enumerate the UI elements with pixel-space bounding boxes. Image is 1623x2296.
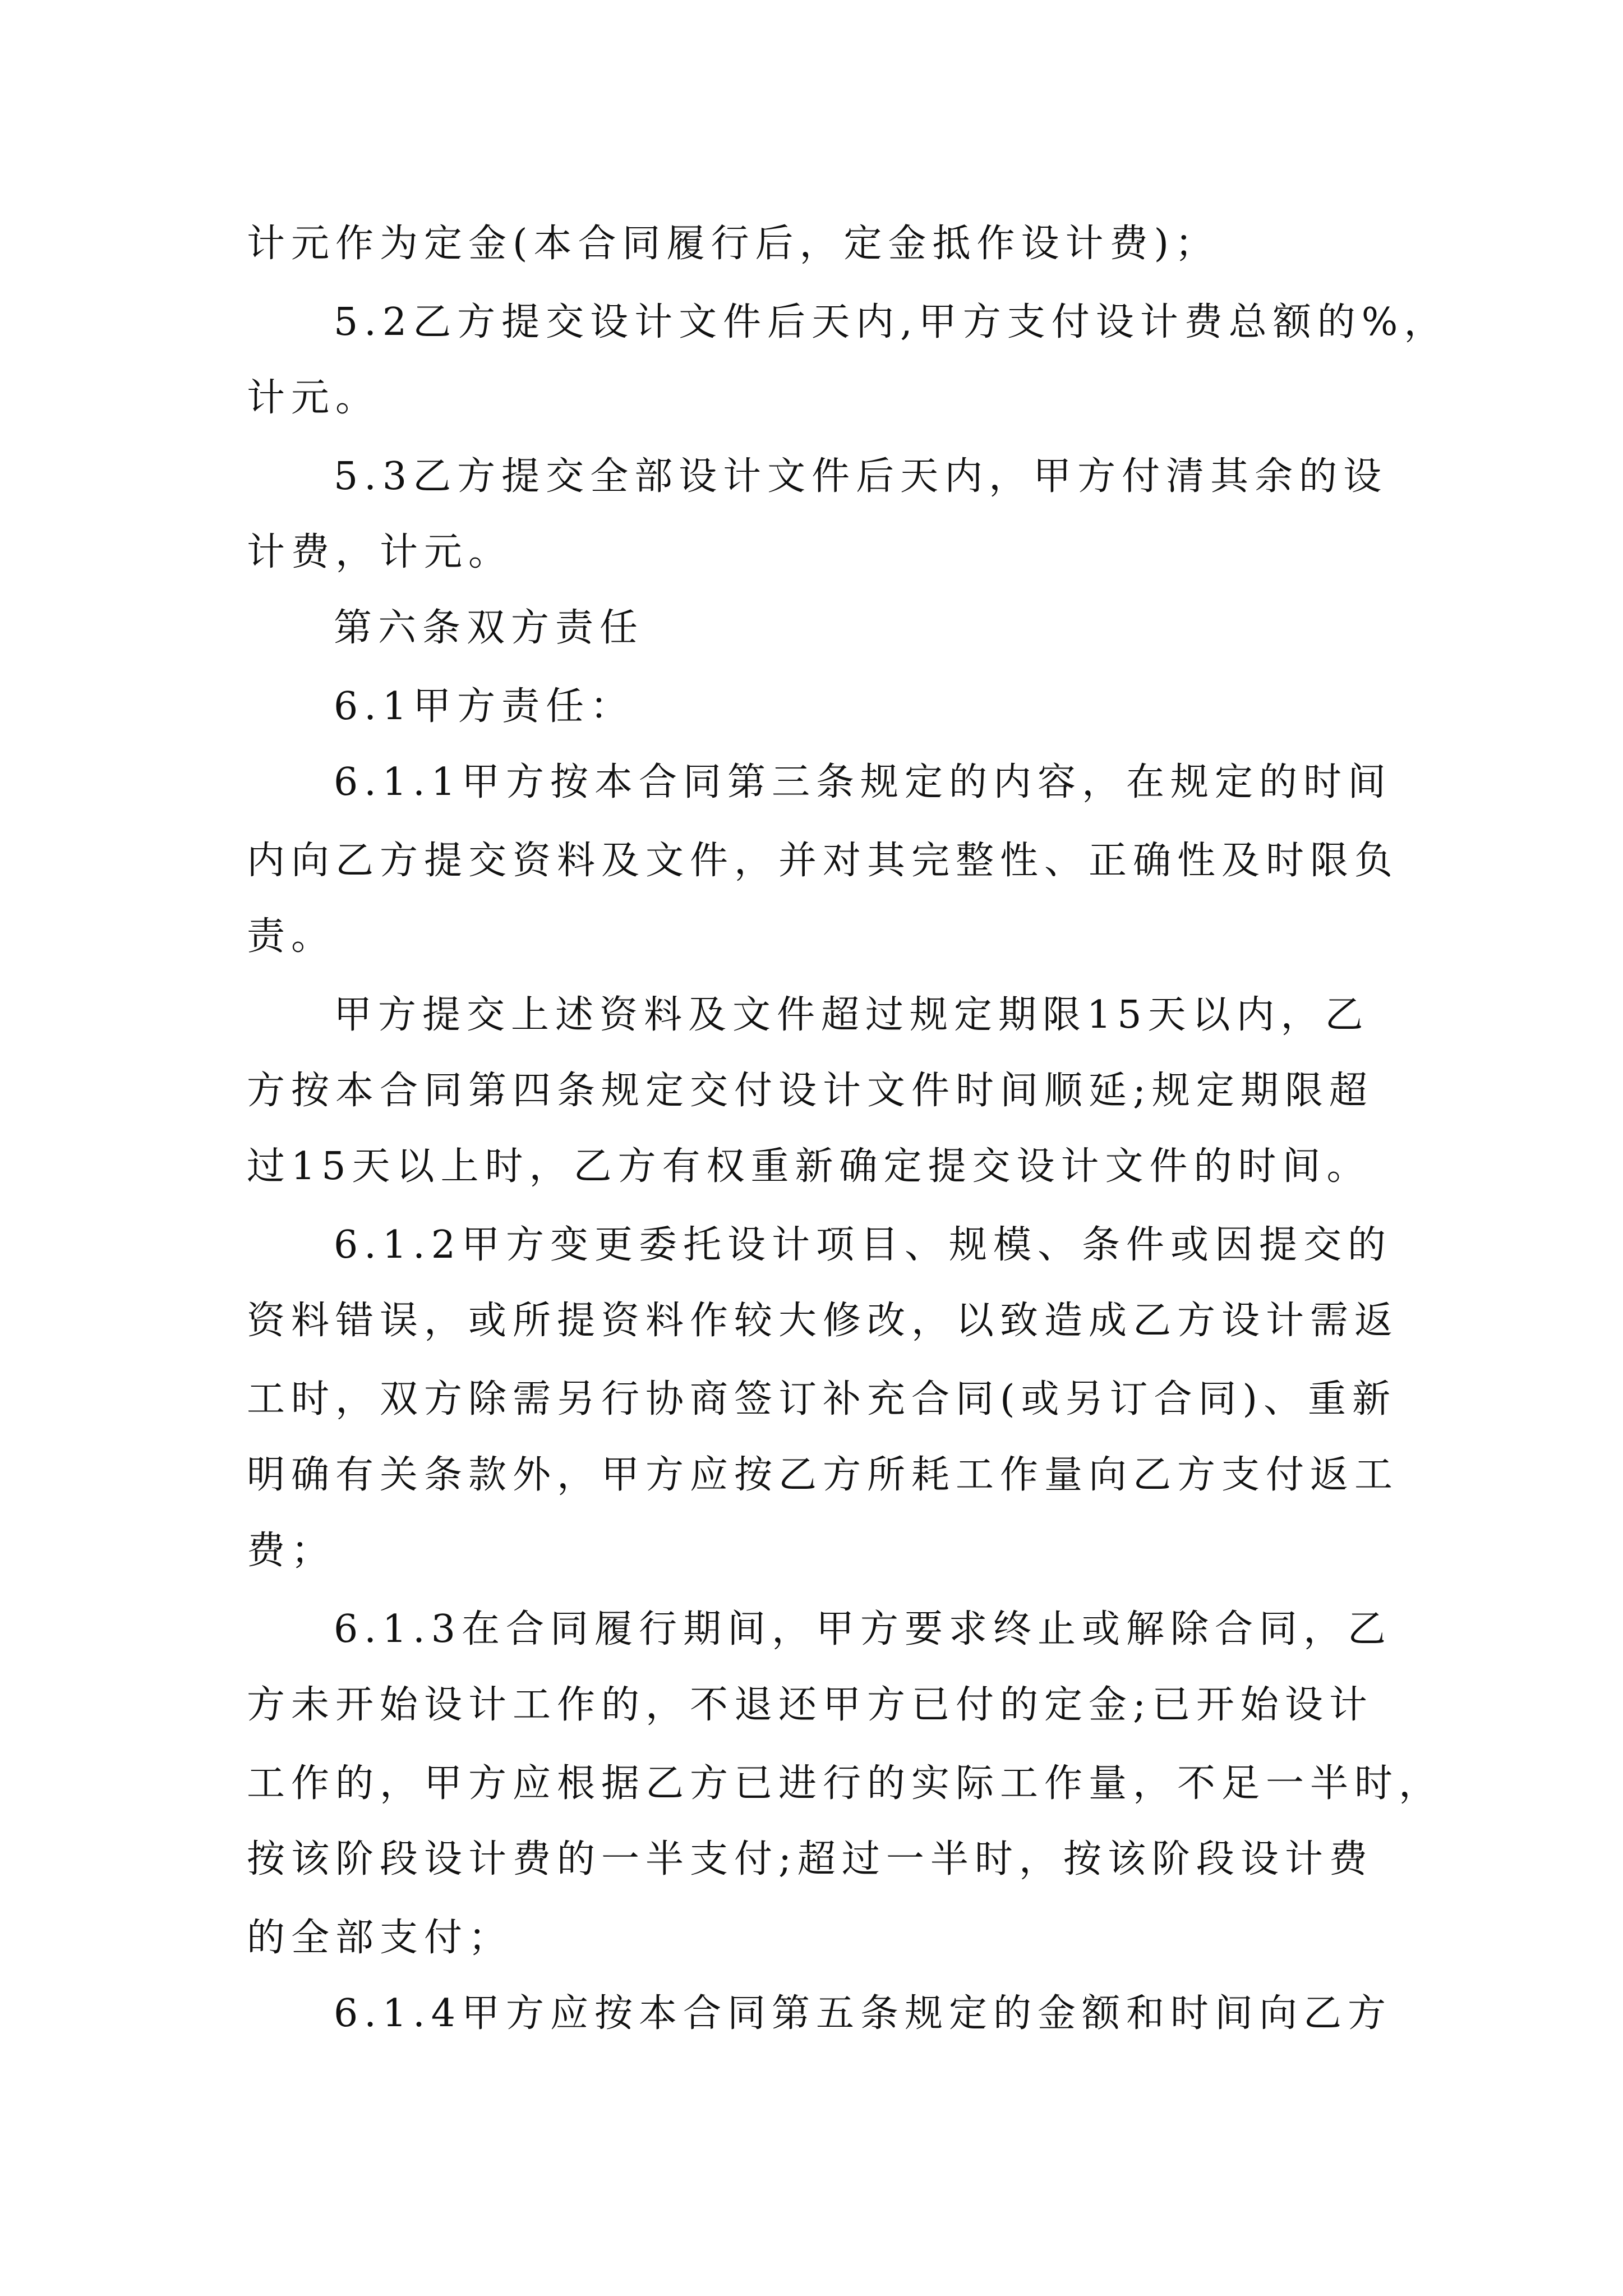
text-line-1: 计元作为定金(本合同履行后，定金抵作设计费)； <box>247 222 1220 266</box>
text-line-23: 的全部支付； <box>247 1916 513 1960</box>
text-line-10: 责。 <box>247 914 336 959</box>
text-line-2: 5.2乙方提交设计文件后天内,甲方支付设计费总额的%， <box>334 300 1449 344</box>
text-line-12: 方按本合同第四条规定交付设计文件时间顺延;规定期限超 <box>247 1069 1373 1113</box>
text-line-22: 按该阶段设计费的一半支付;超过一半时，按该阶段设计费 <box>247 1837 1373 1881</box>
text-line-3: 计元。 <box>247 376 380 420</box>
text-line-16: 工时，双方除需另行协商签订补充合同(或另订合同)、重新 <box>247 1377 1397 1421</box>
text-line-19: 6.1.3在合同履行期间，甲方要求终止或解除合同，乙 <box>334 1607 1393 1651</box>
text-line-13: 过15天以上时，乙方有权重新确定提交设计文件的时间。 <box>247 1144 1371 1189</box>
text-line-14: 6.1.2甲方变更委托设计项目、规模、条件或因提交的 <box>334 1223 1393 1267</box>
text-line-18: 费； <box>247 1529 336 1573</box>
text-line-11: 甲方提交上述资料及文件超过规定期限15天以内，乙 <box>334 993 1370 1037</box>
text-line-15: 资料错误，或所提资料作较大修改，以致造成乙方设计需返 <box>247 1299 1399 1343</box>
section-heading: 第六条双方责任 <box>334 606 644 650</box>
text-line-17: 明确有关条款外，甲方应按乙方所耗工作量向乙方支付返工 <box>247 1453 1399 1497</box>
text-line-7: 6.1甲方责任： <box>334 684 635 729</box>
text-line-21: 工作的，甲方应根据乙方已进行的实际工作量，不足一半时， <box>247 1761 1444 1806</box>
text-line-4: 5.3乙方提交全部设计文件后天内，甲方付清其余的设 <box>334 454 1388 499</box>
text-line-5: 计费，计元。 <box>247 530 513 574</box>
text-line-20: 方未开始设计工作的，不退还甲方已付的定金;已开始设计 <box>247 1683 1373 1727</box>
text-line-8: 6.1.1甲方按本合同第三条规定的内容，在规定的时间 <box>334 760 1393 804</box>
text-line-9: 内向乙方提交资料及文件，并对其完整性、正确性及时限负 <box>247 839 1399 883</box>
text-line-24: 6.1.4甲方应按本合同第五条规定的金额和时间向乙方 <box>334 1991 1393 2036</box>
